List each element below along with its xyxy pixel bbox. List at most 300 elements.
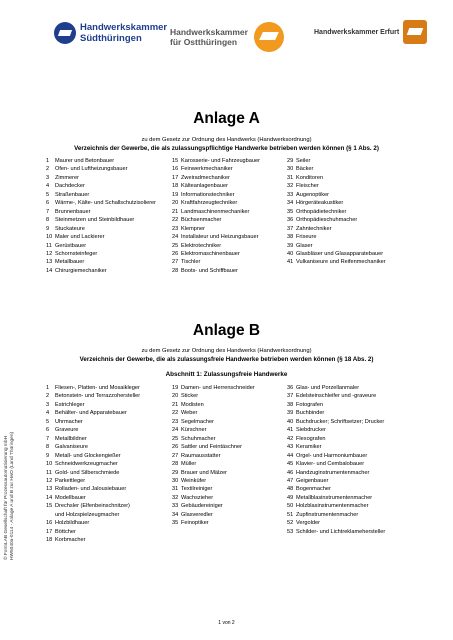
item-label: Parkettleger xyxy=(55,477,86,484)
item-label: Gerüstbauer xyxy=(55,242,87,249)
list-item xyxy=(172,502,255,510)
item-label: Siebdrucker xyxy=(296,427,326,434)
item-number: 34 xyxy=(172,511,179,518)
list-item xyxy=(172,418,255,426)
item-label: Weber xyxy=(181,410,198,417)
item-label: Glas- und Porzellanmaler xyxy=(296,385,360,391)
list-item xyxy=(46,460,140,468)
item-number: 28 xyxy=(172,461,179,468)
sidebar-line-2: HW5040a-0114 - Anlage A und B zur HwO (Land Thüringen) xyxy=(9,431,15,560)
list-item xyxy=(287,477,385,485)
item-number: 17 xyxy=(46,528,53,535)
list-item xyxy=(172,469,255,477)
list-item xyxy=(287,460,385,468)
list-item xyxy=(46,536,140,544)
item-label: Klavier- und Cembalobauer xyxy=(296,461,365,468)
sidebar-line-1: © FormLAB Gesellschaft für Prozessautomatisierung mbH xyxy=(4,435,9,560)
list-item xyxy=(46,233,156,241)
list-item xyxy=(172,250,260,258)
item-number: 15 xyxy=(46,503,53,510)
item-label: Klempner xyxy=(181,225,205,232)
anlage-b-subtitle: zu dem Gesetz zur Ordnung des Handwerks (Handwerksordnung) xyxy=(141,348,312,354)
list-item xyxy=(46,258,156,266)
sidebar-copyright xyxy=(4,432,15,560)
item-number: 31 xyxy=(287,174,294,181)
item-label: Weinküfer xyxy=(181,477,207,484)
item-number: 5 xyxy=(46,191,50,198)
item-number: 29 xyxy=(287,158,294,164)
list-item xyxy=(287,258,386,266)
list-item xyxy=(172,216,260,224)
item-label: Kälteanlagenbauer xyxy=(181,183,228,190)
header-logos xyxy=(0,8,453,68)
item-label: Graveure xyxy=(55,427,79,434)
item-label: Vergolder xyxy=(296,520,320,527)
item-label: Buchdrucker; Schriftsetzer; Drucker xyxy=(296,418,385,425)
item-number: 35 xyxy=(172,520,179,527)
list-item xyxy=(46,426,140,434)
logo-hwk-erfurt xyxy=(314,20,427,44)
list-item xyxy=(287,208,386,216)
item-number: 53 xyxy=(287,528,294,535)
item-label: Straßenbauer xyxy=(55,191,90,198)
item-label: Brunnenbauer xyxy=(55,208,91,215)
list-item xyxy=(172,199,260,207)
item-label: Maurer und Betonbauer xyxy=(55,158,115,164)
item-label: Glaser xyxy=(296,242,313,249)
list-item xyxy=(46,208,156,216)
list-item xyxy=(172,477,255,485)
list-item xyxy=(287,469,385,477)
list-item xyxy=(46,511,140,519)
item-number: 41 xyxy=(287,427,294,434)
item-number: 37 xyxy=(287,393,294,400)
item-label: Schilder- und Lichtreklamehersteller xyxy=(296,528,386,535)
list-item xyxy=(287,418,385,426)
logo-erfurt-text: Handwerkskammer Erfurt xyxy=(314,28,400,36)
item-number: 3 xyxy=(46,401,50,408)
list-item xyxy=(172,401,255,409)
item-number: 14 xyxy=(46,267,53,274)
item-label: Chirurgiemechaniker xyxy=(55,267,107,274)
item-label: Büchsenmacher xyxy=(181,217,222,224)
item-number: 8 xyxy=(46,217,50,224)
item-number: 5 xyxy=(46,418,50,425)
logo-sued-line2: Südthüringen xyxy=(80,33,142,44)
item-number: 17 xyxy=(172,174,179,181)
item-number: 33 xyxy=(172,503,179,510)
list-item xyxy=(172,191,260,199)
item-number: 34 xyxy=(287,200,294,207)
list-item xyxy=(46,469,140,477)
item-label: Korbmacher xyxy=(55,537,86,544)
list-item xyxy=(287,392,385,400)
item-label: Orgel- und Harmoniumbauer xyxy=(296,452,368,459)
list-item xyxy=(287,502,385,510)
list-item xyxy=(46,216,156,224)
item-label: Sattler und Feintäschner xyxy=(181,444,242,451)
logo-ost-line1: Handwerkskammer xyxy=(170,27,248,37)
list-item xyxy=(172,392,255,400)
item-number: 6 xyxy=(46,427,50,434)
list-item xyxy=(172,460,255,468)
item-number: 25 xyxy=(172,435,179,442)
item-label: Sticker xyxy=(181,393,199,400)
item-number: 23 xyxy=(172,225,179,232)
list-item xyxy=(287,191,386,199)
list-item xyxy=(46,494,140,502)
list-item xyxy=(172,452,255,460)
item-label: Fliesen-, Platten- und Mosaikleger xyxy=(55,385,140,391)
list-item xyxy=(287,384,385,392)
item-label: Flexografen xyxy=(296,435,326,442)
item-label: Metallbauer xyxy=(55,259,85,266)
list-item xyxy=(172,225,260,233)
item-number: 36 xyxy=(287,385,294,391)
item-number: 30 xyxy=(287,166,294,173)
list-item xyxy=(46,182,156,190)
list-item xyxy=(287,435,385,443)
page-number: 1 von 2 xyxy=(218,620,235,626)
anlage-b-section-heading: Abschnitt 1: Zulassungsfreie Handwerke xyxy=(165,371,288,378)
item-number: 2 xyxy=(46,166,50,173)
item-label: Edelsteinschleifer und -graveure xyxy=(296,393,377,400)
item-label: Elektromaschinenbauer xyxy=(181,250,240,257)
list-item xyxy=(287,165,386,173)
list-item xyxy=(172,242,260,250)
list-item xyxy=(287,409,385,417)
item-number: 48 xyxy=(287,486,294,493)
list-item xyxy=(287,494,385,502)
list-item xyxy=(172,182,260,190)
item-number: 25 xyxy=(172,242,179,249)
anlage-a-column-1 xyxy=(46,157,156,275)
item-number: 46 xyxy=(287,469,294,476)
list-item xyxy=(172,157,260,165)
item-label: Wachszieher xyxy=(181,494,214,501)
item-label: Feinwerkmechaniker xyxy=(181,166,233,173)
item-label: Geigenbauer xyxy=(296,477,329,484)
item-label: Drechsler (Elfenbeinschnitzer) xyxy=(55,503,130,510)
item-label: Zahntechniker xyxy=(296,225,332,232)
item-number: 26 xyxy=(172,250,179,257)
item-label: Zweiradmechaniker xyxy=(181,174,230,181)
item-number: 11 xyxy=(46,469,52,476)
item-label: Steinmetzen und Steinbildhauer xyxy=(55,217,135,224)
item-number: 24 xyxy=(172,427,179,434)
list-item xyxy=(172,174,260,182)
list-item xyxy=(46,528,140,536)
item-label: Zimmerer xyxy=(55,174,79,181)
item-number: 15 xyxy=(172,158,179,164)
hwk-logo-icon xyxy=(54,22,76,44)
list-item xyxy=(172,208,260,216)
item-number: 16 xyxy=(46,520,53,527)
item-label: Brauer und Mälzer xyxy=(181,469,228,476)
item-number: 26 xyxy=(172,444,179,451)
item-label: Hörgeräteakustiker xyxy=(296,200,344,207)
item-number: 16 xyxy=(172,166,179,173)
item-number: 20 xyxy=(172,393,179,400)
item-number: 1 xyxy=(46,385,50,391)
list-item xyxy=(172,511,255,519)
item-label: Keramiker xyxy=(296,444,322,451)
list-item xyxy=(46,250,156,258)
anlage-a-subtitle: zu dem Gesetz zur Ordnung des Handwerks (Handwerksordnung) xyxy=(141,137,312,143)
item-label: Karosserie- und Fahrzeugbauer xyxy=(181,158,260,164)
item-number: 3 xyxy=(46,174,50,181)
item-number: 7 xyxy=(46,208,50,215)
item-label: und Holzspielzeugmacher xyxy=(55,511,120,518)
list-item xyxy=(46,199,156,207)
anlage-b-column-2 xyxy=(172,384,255,528)
item-number: 50 xyxy=(287,503,294,510)
item-number: 14 xyxy=(46,494,53,501)
item-number: 43 xyxy=(287,444,294,451)
item-number: 32 xyxy=(172,494,179,501)
item-label: Rolladen- und Jalousiebauer xyxy=(55,486,127,493)
item-number: 7 xyxy=(46,435,50,442)
list-item xyxy=(172,443,255,451)
list-item xyxy=(46,401,140,409)
list-item xyxy=(172,494,255,502)
item-label: Maler und Lackierer xyxy=(55,234,105,241)
list-item xyxy=(46,418,140,426)
list-item xyxy=(46,477,140,485)
list-item xyxy=(46,165,156,173)
item-label: Installateur und Heizungsbauer xyxy=(181,234,259,241)
item-label: Fotografen xyxy=(296,401,324,408)
list-item xyxy=(46,191,156,199)
item-label: Ofen- und Luftheizungsbauer xyxy=(55,166,128,173)
item-number: 36 xyxy=(287,217,294,224)
item-label: Holzbildhauer xyxy=(55,520,90,527)
item-number: 18 xyxy=(46,537,53,544)
item-number: 18 xyxy=(172,183,179,190)
item-label: Kraftfahrzeugtechniker xyxy=(181,200,238,207)
item-number: 4 xyxy=(46,183,50,190)
item-label: Stuckateure xyxy=(55,225,85,232)
item-number: 37 xyxy=(287,225,294,232)
list-item xyxy=(287,216,386,224)
item-number: 40 xyxy=(287,250,294,257)
list-item xyxy=(287,528,385,536)
item-number xyxy=(46,511,55,519)
item-number: 31 xyxy=(172,486,179,493)
list-item xyxy=(46,435,140,443)
item-label: Uhrmacher xyxy=(55,418,83,425)
list-item xyxy=(287,182,386,190)
item-label: Handzuginstrumentenmacher xyxy=(296,469,370,476)
anlage-a-column-2 xyxy=(172,157,260,275)
item-number: 20 xyxy=(172,200,179,207)
item-label: Behälter- und Apparatebauer xyxy=(55,410,127,417)
list-item xyxy=(46,225,156,233)
item-label: Modisten xyxy=(181,401,204,408)
item-label: Schornsteinfeger xyxy=(55,250,98,257)
list-item xyxy=(287,511,385,519)
item-label: Kürschner xyxy=(181,427,207,434)
list-item xyxy=(172,485,255,493)
item-number: 6 xyxy=(46,200,50,207)
item-number: 22 xyxy=(172,410,179,417)
item-number: 38 xyxy=(287,234,294,241)
item-number: 4 xyxy=(46,410,50,417)
list-item xyxy=(172,233,260,241)
list-item xyxy=(287,233,386,241)
item-number: 12 xyxy=(46,250,53,257)
item-label: Seiler xyxy=(296,158,311,164)
item-label: Informationstechniker xyxy=(181,191,235,198)
item-number: 8 xyxy=(46,444,50,451)
item-number: 39 xyxy=(287,242,294,249)
item-number: 19 xyxy=(172,385,179,391)
list-item xyxy=(287,401,385,409)
item-number: 51 xyxy=(287,511,294,518)
item-label: Schuhmacher xyxy=(181,435,216,442)
item-label: Metallblasinstrumentenmacher xyxy=(296,494,373,501)
list-item xyxy=(172,409,255,417)
list-item xyxy=(287,426,385,434)
item-label: Textilreiniger xyxy=(181,486,213,493)
item-label: Holzblasinstrumentenmacher xyxy=(296,503,369,510)
item-label: Buchbinder xyxy=(296,410,325,417)
item-number: 13 xyxy=(46,259,53,266)
item-number: 52 xyxy=(287,520,294,527)
item-label: Metall- und Glockengießer xyxy=(55,452,121,459)
list-item xyxy=(287,242,386,250)
list-item xyxy=(287,199,386,207)
item-number: 45 xyxy=(287,461,294,468)
item-number: 39 xyxy=(287,410,294,417)
list-item xyxy=(287,519,385,527)
item-number: 47 xyxy=(287,477,294,484)
item-label: Bogenmacher xyxy=(296,486,331,493)
anlage-b-heading: Verzeichnis der Gewerbe, die als zulassungsfreie Handwerke betrieben werden können (§ 18 Abs. 2) xyxy=(79,356,374,363)
item-number: 27 xyxy=(172,452,179,459)
logo-hwk-suedthueringen xyxy=(54,22,167,44)
item-number: 21 xyxy=(172,208,179,215)
item-label: Augenoptiker xyxy=(296,191,329,198)
list-item xyxy=(46,392,140,400)
anlage-a-column-3 xyxy=(287,157,386,267)
list-item xyxy=(46,443,140,451)
anlage-b-column-3 xyxy=(287,384,385,536)
item-label: Metallbildner xyxy=(55,435,87,442)
item-number: 12 xyxy=(46,477,53,484)
list-item xyxy=(172,267,260,275)
item-label: Schneidwerkzeugmacher xyxy=(55,461,118,468)
list-item xyxy=(172,258,260,266)
item-number: 33 xyxy=(287,191,294,198)
list-item xyxy=(172,165,260,173)
item-number: 13 xyxy=(46,486,53,493)
item-label: Landmaschinenmechaniker xyxy=(181,208,250,215)
item-label: Müller xyxy=(181,461,197,468)
item-label: Galvaniseure xyxy=(55,444,88,451)
anlage-a-heading: Verzeichnis der Gewerbe, die als zulassungspflichtige Handwerke betrieben werden können (§ 1 Abs. 2) xyxy=(74,145,379,152)
item-number: 32 xyxy=(287,183,294,190)
item-label: Elektrotechniker xyxy=(181,242,222,249)
list-item xyxy=(172,426,255,434)
item-number: 42 xyxy=(287,435,294,442)
item-label: Betonstein- und Terrazzohersteller xyxy=(55,393,141,400)
list-item xyxy=(46,452,140,460)
list-item xyxy=(46,519,140,527)
item-number: 10 xyxy=(46,461,53,468)
anlage-b-title: Anlage B xyxy=(192,322,261,339)
hwk-logo-icon xyxy=(403,20,427,44)
item-label: Vulkaniseure und Reifenmechaniker xyxy=(296,259,386,266)
item-number: 38 xyxy=(287,401,294,408)
item-number: 11 xyxy=(46,242,52,249)
item-label: Konditoren xyxy=(296,174,324,181)
item-number: 19 xyxy=(172,191,179,198)
item-number: 9 xyxy=(46,225,50,232)
item-label: Gold- und Silberschmiede xyxy=(55,469,120,476)
list-item xyxy=(287,250,386,258)
item-number: 29 xyxy=(172,469,179,476)
item-label: Estrichleger xyxy=(55,401,85,408)
list-item xyxy=(287,443,385,451)
item-label: Glasbläser und Glasapparatebauer xyxy=(296,250,384,257)
list-item xyxy=(46,242,156,250)
anlage-b-column-1 xyxy=(46,384,140,545)
list-item xyxy=(46,502,140,510)
item-label: Wärme-, Kälte- und Schallschutzisolierer xyxy=(55,200,157,207)
item-label: Fleischer xyxy=(296,183,319,190)
item-number: 9 xyxy=(46,452,50,459)
item-label: Damen- und Herrenschneider xyxy=(181,385,255,391)
item-label: Tischler xyxy=(181,259,201,266)
item-number: 49 xyxy=(287,494,294,501)
list-item xyxy=(46,174,156,182)
list-item xyxy=(172,519,255,527)
item-label: Boots- und Schiffbauer xyxy=(181,267,238,274)
item-label: Modellbauer xyxy=(55,494,86,501)
item-number: 24 xyxy=(172,234,179,241)
item-number: 2 xyxy=(46,393,50,400)
item-label: Friseure xyxy=(296,234,317,241)
list-item xyxy=(287,157,386,165)
item-label: Raumausstatter xyxy=(181,452,221,459)
item-label: Zupfinstrumentenmacher xyxy=(296,511,359,518)
item-number: 44 xyxy=(287,452,294,459)
list-item xyxy=(46,157,156,165)
item-label: Segelmacher xyxy=(181,418,214,425)
anlage-a-title: Anlage A xyxy=(193,110,260,127)
list-item xyxy=(172,435,255,443)
item-label: Glasveredler xyxy=(181,511,213,518)
list-item xyxy=(287,452,385,460)
item-label: Feinoptiker xyxy=(181,520,209,527)
list-item xyxy=(172,384,255,392)
item-number: 30 xyxy=(172,477,179,484)
item-number: 28 xyxy=(172,267,179,274)
item-number: 40 xyxy=(287,418,294,425)
item-number: 27 xyxy=(172,259,179,266)
item-label: Orthopädietechniker xyxy=(296,208,347,215)
item-number: 21 xyxy=(172,401,179,408)
item-number: 1 xyxy=(46,158,50,164)
item-number: 41 xyxy=(287,259,294,266)
hwk-logo-icon xyxy=(254,22,284,52)
item-number: 10 xyxy=(46,234,53,241)
logo-hwk-ostthueringen xyxy=(170,22,284,52)
item-label: Orthopädieschuhmacher xyxy=(296,217,358,224)
list-item xyxy=(46,485,140,493)
item-label: Böttcher xyxy=(55,528,76,535)
